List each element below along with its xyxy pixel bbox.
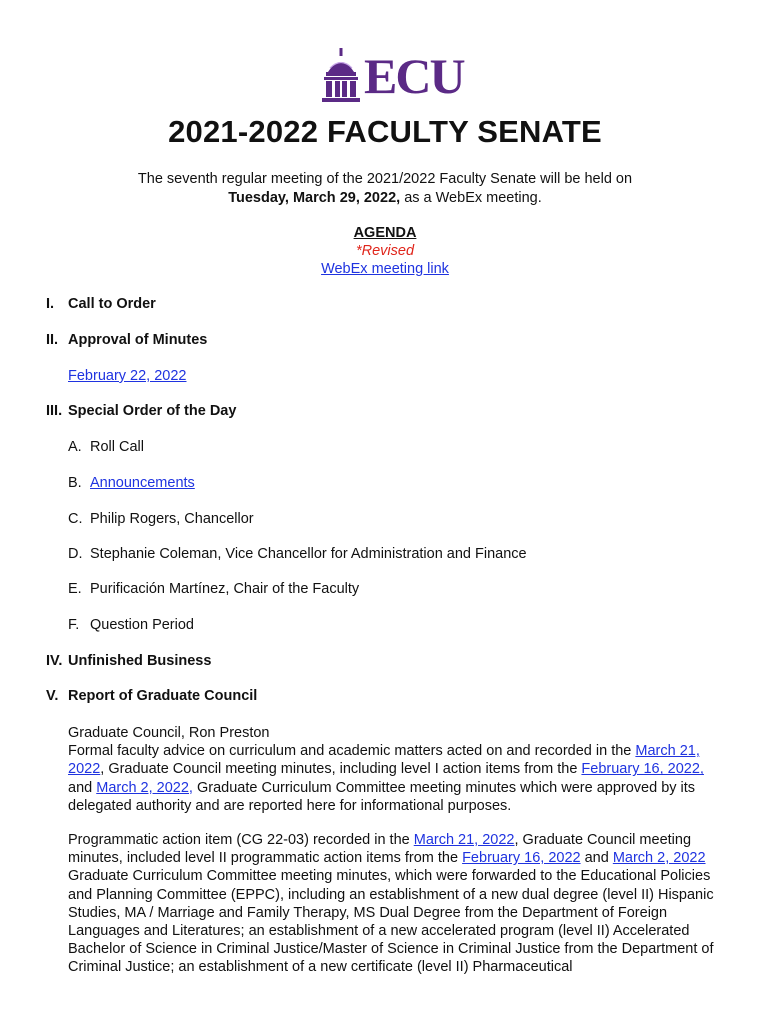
item-letter: C. — [68, 511, 83, 527]
list-item — [68, 439, 144, 455]
section-unfinished-business — [46, 653, 211, 669]
gc-minutes-march-21-link[interactable]: March 21, 2022 — [68, 743, 700, 778]
item-letter: D. — [68, 546, 83, 562]
logo-wordmark: ECU — [364, 48, 464, 104]
meeting-intro — [0, 170, 770, 208]
section-number: I. — [46, 296, 55, 312]
section-label: Special Order of the Day — [68, 403, 237, 419]
gcc-minutes-feb-16-link[interactable]: February 16, 2022, — [581, 761, 704, 778]
gcc-minutes-march-2-link[interactable]: March 2, 2022, — [96, 779, 193, 796]
agenda-header — [0, 224, 770, 278]
meeting-format: as a WebEx meeting. — [400, 190, 542, 206]
revised-note: *Revised — [355, 243, 415, 259]
minutes-february-link[interactable]: February 22, 2022 — [68, 368, 187, 384]
gcc-minutes-march-2-link[interactable]: March 2, 2022 — [612, 850, 706, 867]
section-graduate-council — [46, 688, 257, 704]
section-label: Call to Order — [68, 296, 156, 312]
intro-line-1: The seventh regular meeting of the 2021/2022 Faculty Senate will be held on — [137, 171, 633, 187]
section-number: III. — [46, 403, 63, 419]
list-item — [68, 581, 359, 597]
text-run: Graduate Curriculum Committee meeting minutes, which were forwarded to the Educational Policies and Planning Committee (EPPC), including an establishment of a new dual degree (level II) Hispanic Studies, MA / Marriage and Family Therapy, MS Dual Degree from the Department of Foreign Languages and Literatures; an establishment of a new accelerated program (level II) Accelerated Bachelor of Science in Criminal Justice/Master of Science in Criminal Justice from the Department of Criminal Justice; an establishment of a new certificate (level II) Pharmaceutical — [68, 868, 714, 976]
minutes-item — [68, 368, 187, 384]
text-run: , Graduate Council meeting minutes, included level II programmatic action items from the — [68, 832, 692, 867]
item-text: Roll Call — [90, 439, 144, 455]
text-run: and — [68, 779, 97, 796]
item-text: Stephanie Coleman, Vice Chancellor for Administration and Finance — [90, 546, 527, 562]
item-text: Question Period — [90, 617, 194, 633]
section-number: IV. — [46, 653, 63, 669]
text-run: Formal faculty advice on curriculum and academic matters acted on and recorded in the — [68, 743, 636, 760]
section-special-order — [46, 403, 236, 419]
graduate-council-paragraph-1 — [68, 724, 728, 815]
ecu-logo — [320, 48, 464, 104]
text-run: , Graduate Council meeting minutes, including level I action items from the — [100, 761, 582, 778]
section-label: Approval of Minutes — [68, 332, 208, 348]
section-label: Unfinished Business — [68, 653, 212, 669]
intro-line-2 — [0, 189, 770, 208]
text-run: Programmatic action item (CG 22-03) recorded in the — [68, 832, 414, 848]
gc-minutes-march-21-link[interactable]: March 21, 2022 — [413, 832, 515, 848]
webex-meeting-link[interactable]: WebEx meeting link — [321, 261, 449, 277]
presenter-line: Graduate Council, Ron Preston — [68, 725, 270, 741]
graduate-council-paragraph-2 — [68, 831, 728, 977]
section-call-to-order — [46, 296, 156, 312]
section-label: Report of Graduate Council — [68, 688, 258, 704]
agenda-title: AGENDA — [353, 225, 417, 241]
item-letter: A. — [68, 439, 82, 455]
text-run: Graduate Curriculum Committee meeting minutes which were approved by its delegated authority and are reported here for informational purposes. — [68, 779, 696, 814]
announcements-link[interactable]: Announcements — [90, 475, 195, 491]
item-letter: E. — [68, 581, 82, 597]
list-item — [68, 511, 254, 527]
item-letter: B. — [68, 475, 82, 491]
section-number: II. — [46, 332, 59, 348]
list-item — [68, 546, 527, 562]
advice-text — [68, 742, 728, 815]
meeting-date: Tuesday, March 29, 2022, — [228, 190, 401, 206]
list-item — [68, 617, 194, 633]
cupola-emblem-icon — [320, 48, 362, 104]
section-approval-of-minutes — [46, 332, 207, 348]
section-number: V. — [46, 688, 59, 704]
item-text: Purificación Martínez, Chair of the Faculty — [90, 581, 360, 597]
text-run: and — [580, 850, 613, 867]
gcc-minutes-feb-16-link[interactable]: February 16, 2022 — [462, 850, 581, 867]
item-text: Philip Rogers, Chancellor — [90, 511, 254, 527]
item-letter: F. — [68, 617, 80, 633]
page-title: 2021-2022 FACULTY SENATE — [168, 114, 602, 149]
list-item — [68, 475, 195, 491]
